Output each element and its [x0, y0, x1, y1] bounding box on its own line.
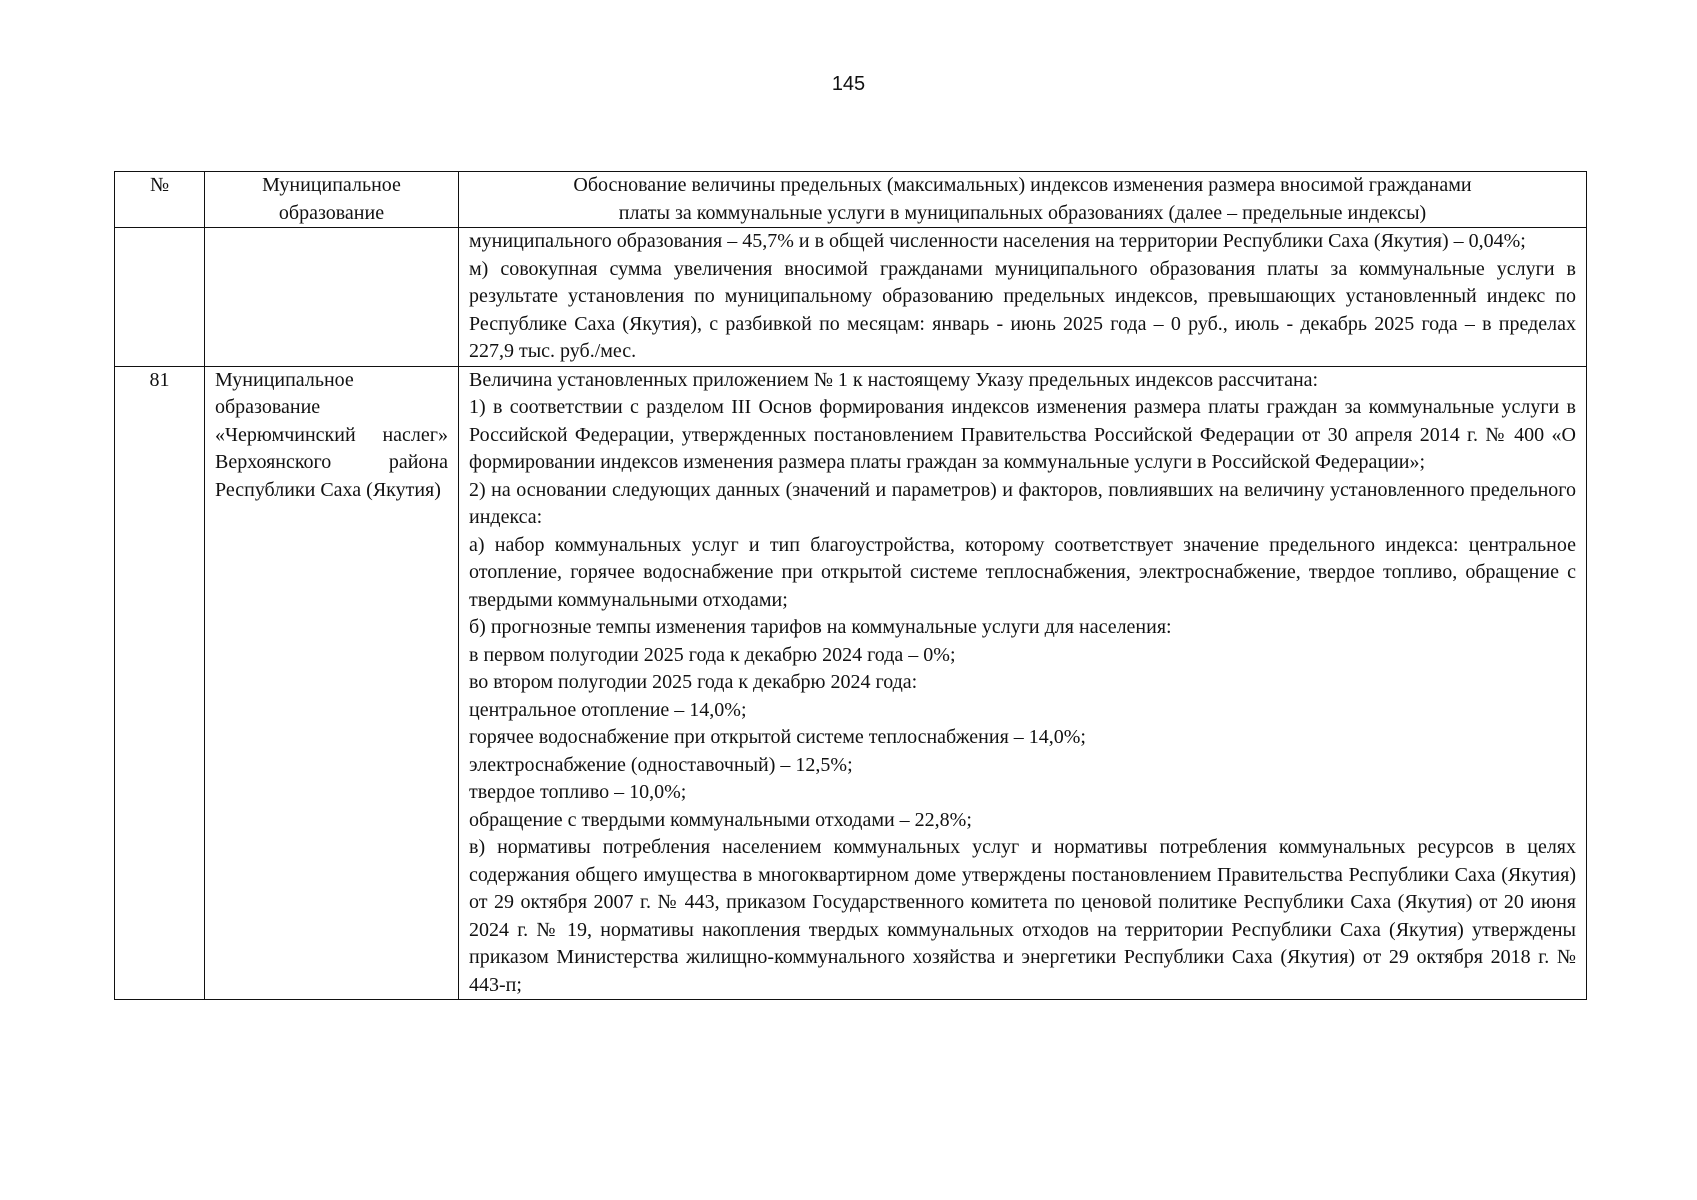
justification-paragraph: 2) на основании следующих данных (значений и параметров) и факторов, повлиявших на величину установленного предельного индекса:	[469, 478, 1576, 528]
table-row	[115, 228, 1587, 367]
header-justification-line: платы за коммунальные услуги в муниципальных образованиях (далее – предельные индексы)	[618, 201, 1427, 224]
header-municipality-line: Муниципальное	[262, 174, 401, 196]
justification-paragraph: Величина установленных приложением № 1 к настоящему Указу предельных индексов рассчитана:	[469, 368, 1319, 391]
justification-paragraph: во втором полугодии 2025 года к декабрю 2024 года:	[469, 671, 918, 693]
header-number: №	[115, 172, 205, 228]
row-municipality	[205, 228, 459, 367]
row-number	[115, 228, 205, 367]
justification-paragraph: твердое топливо – 10,0%;	[469, 781, 687, 803]
justification-paragraph: м) совокупная сумма увеличения вносимой гражданами муниципального образования платы за коммунальные услуги в результате установления по муниципальному образованию предельных индексов, превышающих установленный индекс по Республике Саха (Якутия), с разбивкой по месяцам: январь - июнь 2025 года – 0 руб., июль - декабрь 2025 года – в пределах 227,9 тыс. руб./мес.	[469, 257, 1576, 362]
justification-paragraph: в) нормативы потребления населением коммунальных услуг и нормативы потребления коммунальных ресурсов в целях содержания общего имущества в многоквартирном доме утверждены постановлением Правительства Республики Саха (Якутия) от 29 октября 2007 г. № 443, приказом Государственного комитета по ценовой политике Республики Саха (Якутия) от 20 июня 2024 г. № 19, нормативы накопления твердых коммунальных отходов на территории Республики Саха (Якутия) утверждены приказом Министерства жилищно-коммунального хозяйства и энергетики Республики Саха (Якутия) от 29 октября 2018 г. № 443-п;	[469, 836, 1576, 996]
header-municipality	[205, 172, 459, 228]
justification-paragraph: обращение с твердыми коммунальными отходами – 22,8%;	[469, 808, 972, 831]
justification-paragraph: в первом полугодии 2025 года к декабрю 2024 года – 0%;	[469, 643, 956, 666]
header-justification	[459, 172, 1587, 228]
header-justification-line: Обоснование величины предельных (максимальных) индексов изменения размера вносимой гражданами	[573, 174, 1472, 196]
page-number: 145	[831, 73, 866, 95]
header-municipality-line: образование	[278, 201, 385, 224]
justification-paragraph: б) прогнозные темпы изменения тарифов на коммунальные услуги для населения:	[469, 616, 1172, 638]
justification-paragraph: муниципального образования – 45,7% и в общей численности населения на территории Республики Саха (Якутия) – 0,04%;	[469, 230, 1526, 252]
justification-paragraph: а) набор коммунальных услуг и тип благоустройства, которому соответствует значение предельного индекса: центральное отопление, горячее водоснабжение при открытой системе теплоснабжения, электроснабжение, твердое топливо, обращение с твердыми коммунальными отходами;	[469, 533, 1576, 611]
row-justification	[459, 228, 1587, 367]
row-number: 81	[115, 366, 205, 1000]
justification-paragraph: горячее водоснабжение при открытой системе теплоснабжения – 14,0%;	[469, 726, 1086, 748]
row-justification	[459, 366, 1587, 1000]
justification-paragraph: 1) в соответствии с разделом III Основ формирования индексов изменения размера платы граждан за коммунальные услуги в Российской Федерации, утвержденных постановлением Правительства Российской Федерации от 30 апреля 2014 г. № 400 «О формировании индексов изменения размера платы граждан за коммунальные услуги в Российской Федерации»;	[469, 396, 1576, 473]
justification-paragraph: электроснабжение (одноставочный) – 12,5%;	[469, 753, 853, 776]
row-municipality: Муниципальное образование «Черюмчинский наслег» Верхоянского района Республики Саха (Якутия)	[205, 366, 459, 1000]
table-row	[115, 366, 1587, 1000]
table-header-row	[115, 172, 1587, 228]
justification-table	[114, 171, 1587, 1000]
justification-paragraph: центральное отопление – 14,0%;	[469, 698, 747, 721]
